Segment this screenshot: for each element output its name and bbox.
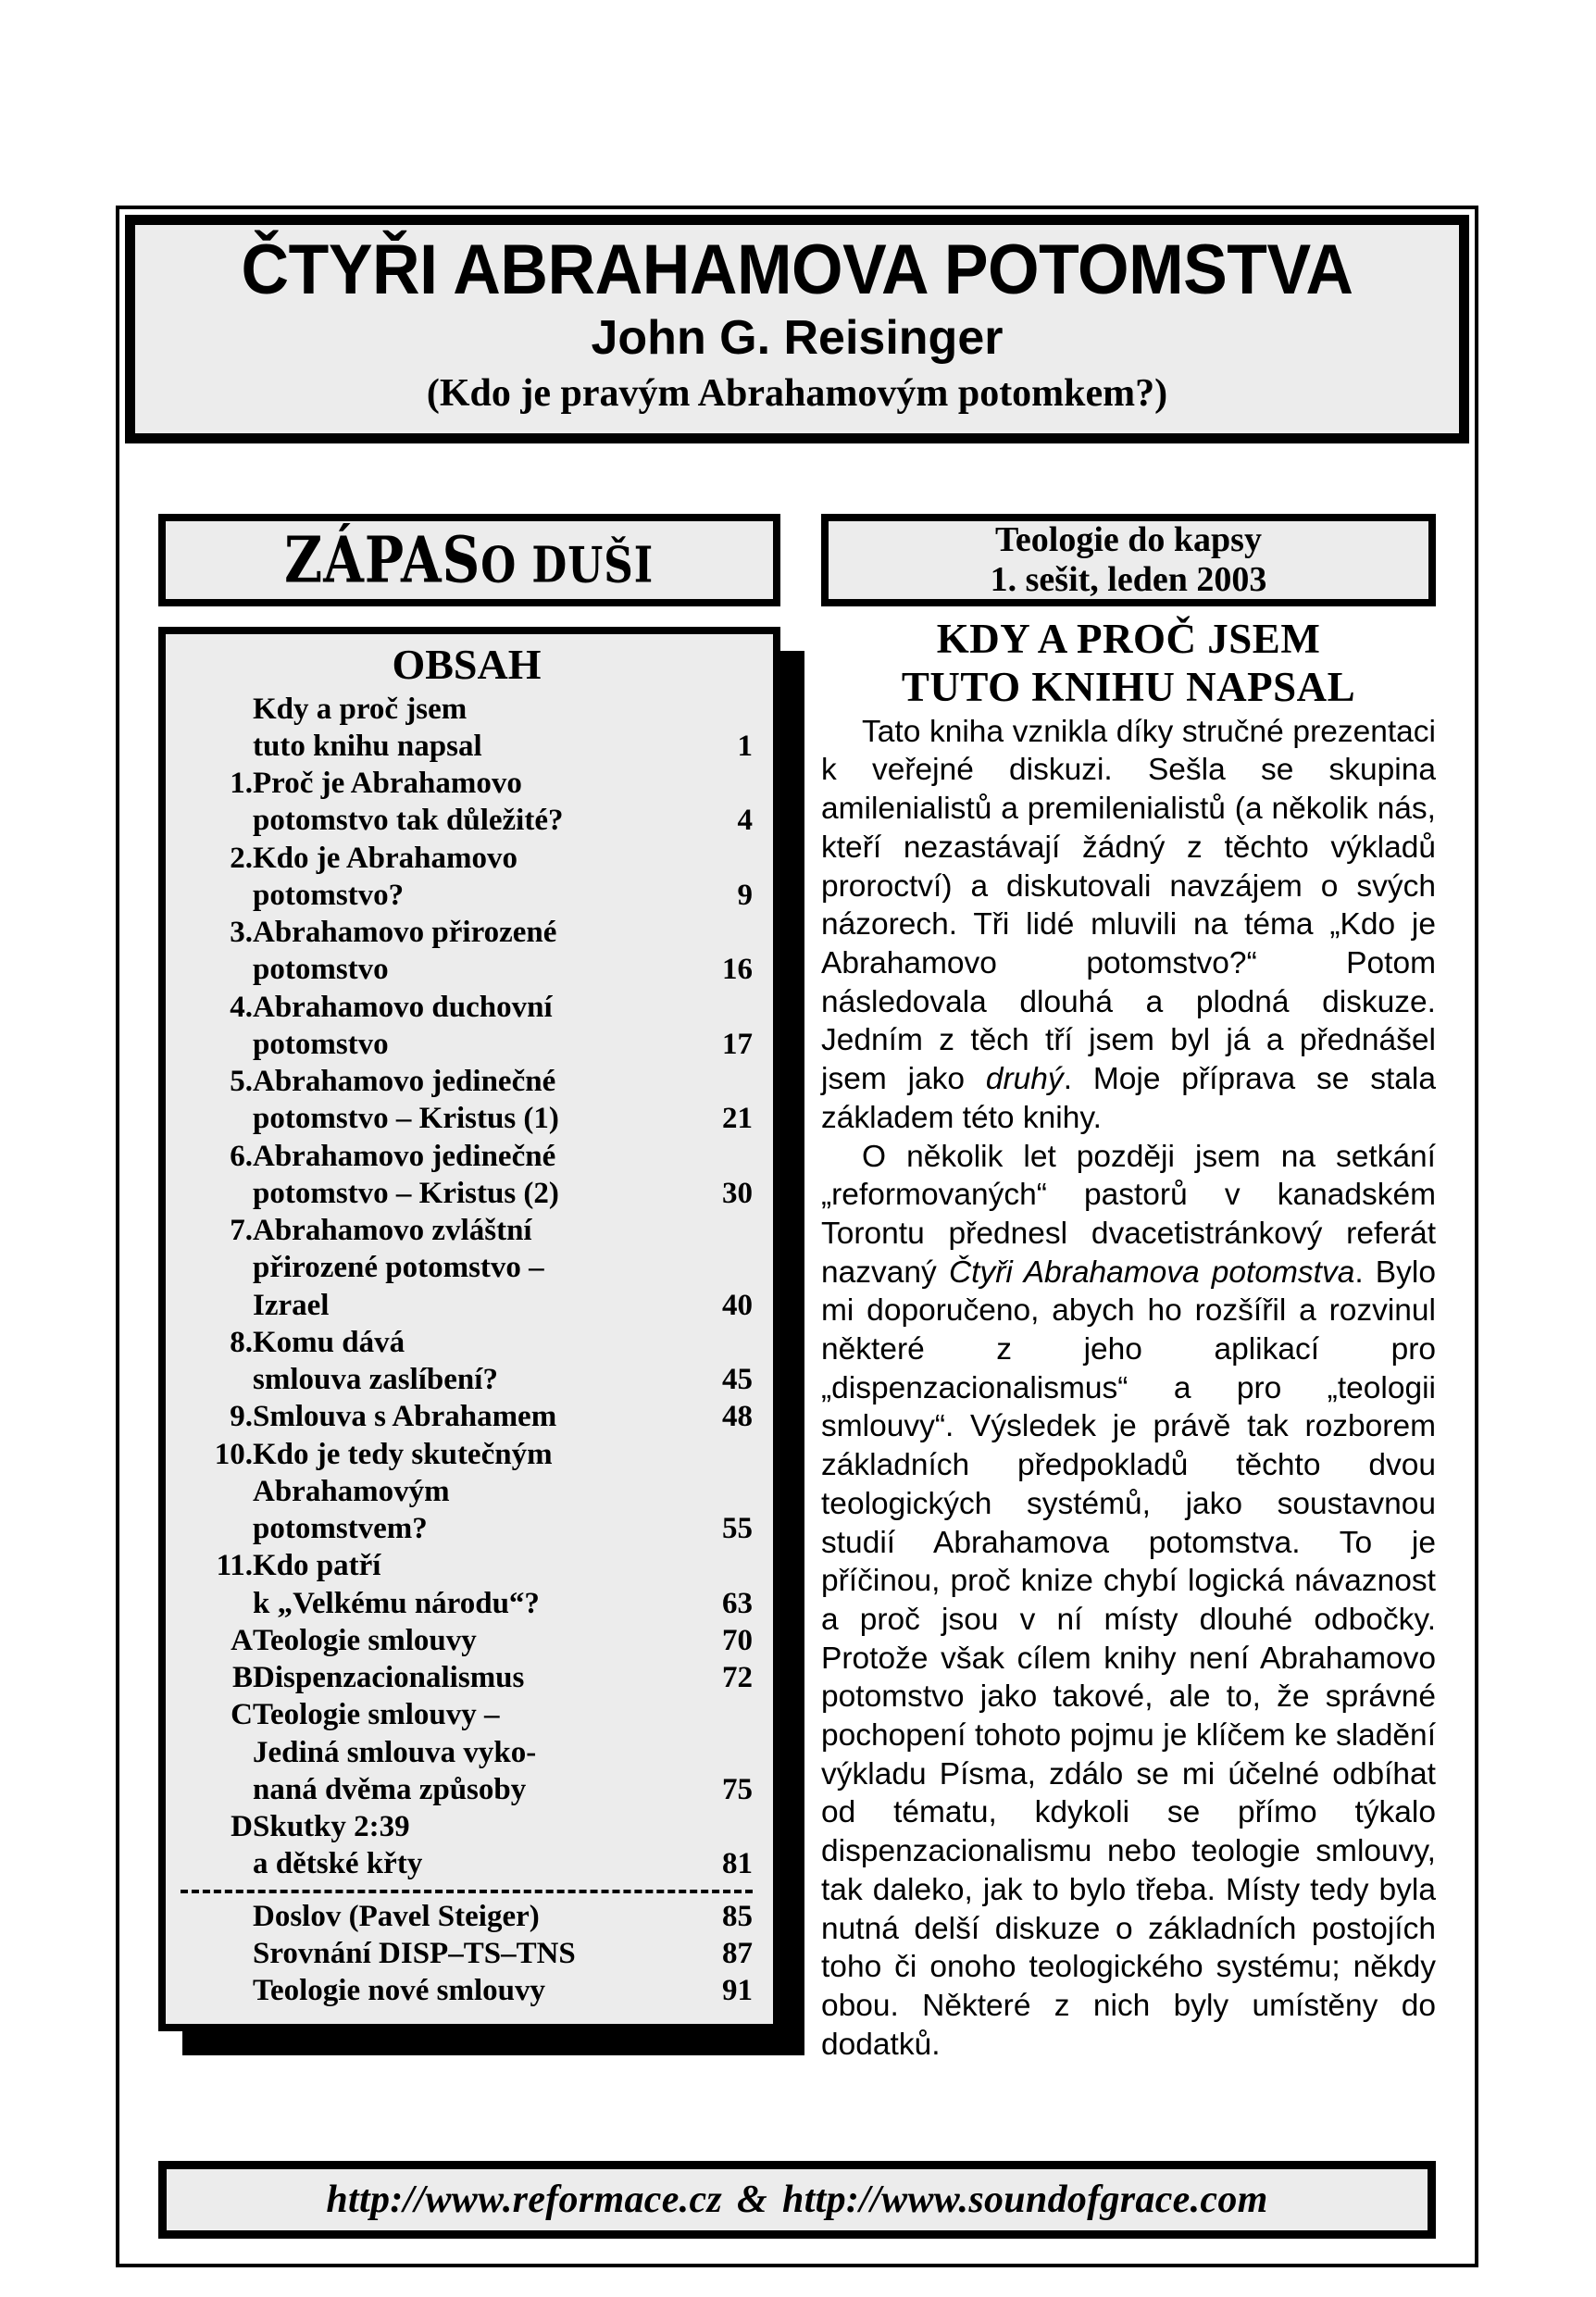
toc-entry-label: Teologie smlouvy: [253, 1623, 477, 1657]
toc-entry-label: Doslov (Pavel Steiger): [253, 1899, 540, 1933]
toc-entry-number: 9.: [230, 1400, 253, 1434]
toc-entry-page: [680, 1138, 753, 1175]
masthead-brand-secondary: O DUŠI: [480, 536, 655, 594]
toc-entry-label: smlouva zaslíbení?: [253, 1363, 498, 1397]
toc-entry-number: 11.: [216, 1549, 253, 1583]
toc-row[interactable]: [181, 951, 753, 988]
toc-entry-number: 5.: [230, 1065, 253, 1099]
link-reformace[interactable]: http://www.reformace.cz: [326, 2178, 723, 2221]
toc-entry-page: 91: [722, 1974, 753, 2008]
toc-row[interactable]: [181, 1585, 753, 1622]
toc-entry-page: [680, 1734, 753, 1771]
toc-entry-number: [181, 728, 253, 765]
toc-entry-page: 70: [722, 1623, 753, 1657]
article-paragraph-1: [821, 713, 1436, 1138]
book-title: ČTYŘI ABRAHAMOVA POTOMSTVA: [241, 231, 1353, 309]
toc-entry-page: 45: [722, 1363, 753, 1397]
toc-entry-number: C: [231, 1698, 253, 1732]
toc-row[interactable]: [181, 1436, 753, 1473]
url-separator: &: [737, 2178, 768, 2221]
paragraph-1-part-a: Tato kniha vznikla díky stručné prezentaci k veřejné diskuzi. Sešla se skupina amilenialistů a premilenialistů (a několik nás, kteří nezastávají žádný z těchto výkladů proroctví) a diskutovali navzájem o svých názorech. Tři lidé mluvili na téma „Kdo je Abrahamovo potomstvo?“ Potom následovala dlouhá a plodná diskuze. Jedním z těch tří jsem byl já a přednášel jsem jako: [821, 714, 1436, 1097]
footer-links: [158, 2161, 1436, 2239]
toc-entry-number: [181, 1361, 253, 1398]
toc-entry-label: Kdo patří: [253, 1549, 381, 1583]
toc-entry-label: Abrahamovo přirozené: [253, 916, 557, 950]
toc-row[interactable]: [181, 840, 753, 877]
toc-entry-number: [181, 1898, 253, 1935]
toc-row[interactable]: [181, 1972, 753, 2009]
toc-entry-page: [680, 691, 753, 728]
toc-row[interactable]: [181, 1100, 753, 1137]
toc-entry-page: 17: [722, 1027, 753, 1061]
toc-entry-label: Izrael: [253, 1288, 330, 1322]
toc-entry-label: Abrahamovo jedinečné: [253, 1065, 556, 1099]
toc-row[interactable]: [181, 1659, 753, 1696]
toc-row[interactable]: [181, 1696, 753, 1733]
toc-entry-page: [680, 1249, 753, 1286]
toc-row[interactable]: [181, 989, 753, 1026]
toc-entry-label: potomstvem?: [253, 1512, 428, 1546]
masthead-logo-text: [284, 522, 655, 598]
link-soundofgrace[interactable]: http://www.soundofgrace.com: [782, 2178, 1268, 2221]
toc-row[interactable]: [181, 914, 753, 951]
toc-row[interactable]: [181, 1026, 753, 1063]
toc-row[interactable]: [181, 1473, 753, 1510]
toc-entry-page: [680, 840, 753, 877]
toc-entry-label: a dětské křty: [253, 1847, 423, 1881]
book-author: John G. Reisinger: [591, 310, 1004, 365]
toc-row[interactable]: [181, 1935, 753, 1972]
toc-entry-label: Jediná smlouva vyko-: [253, 1735, 537, 1769]
toc-entry-number: 3.: [230, 916, 253, 950]
toc-entry-page: [680, 1808, 753, 1845]
book-subtitle: (Kdo je pravým Abrahamovým potomkem?): [426, 371, 1168, 415]
toc-entry-label: přirozené potomstvo –: [253, 1251, 544, 1285]
toc-entry-label: naná dvěma způsoby: [253, 1772, 527, 1806]
title-banner: [125, 215, 1469, 443]
article-paragraph-2: [821, 1138, 1436, 2065]
toc-entry-label: potomstvo: [253, 1027, 389, 1061]
toc-entry-number: [181, 951, 253, 988]
toc-entry-page: 16: [722, 953, 753, 987]
toc-row[interactable]: [181, 1138, 753, 1175]
toc-entry-number: [181, 1771, 253, 1808]
toc-row[interactable]: [181, 1063, 753, 1100]
toc-entry-label: k „Velkému národu“?: [253, 1586, 540, 1620]
toc-entry-label: Kdo je Abrahamovo: [253, 841, 518, 875]
toc-entry-number: 1.: [230, 767, 253, 801]
toc-entry-number: 2.: [230, 841, 253, 875]
toc-entry-number: [181, 1026, 253, 1063]
toc-entry-label: potomstvo tak důležité?: [253, 804, 564, 838]
toc-row[interactable]: [181, 802, 753, 839]
toc-row[interactable]: [181, 1361, 753, 1398]
toc-box: [158, 627, 780, 2031]
toc-entry-label: Kdy a proč jsem: [253, 692, 468, 726]
toc-entry-number: 10.: [214, 1437, 253, 1471]
masthead-logo-box: [158, 514, 780, 606]
toc-entry-number: [181, 1845, 253, 1882]
toc-entry-page: 48: [722, 1400, 753, 1434]
toc-entry-number: [181, 1510, 253, 1547]
toc-entry-label: Teologie nové smlouvy: [253, 1974, 545, 2008]
toc-entry-label: Abrahamovo zvláštní: [253, 1214, 532, 1248]
toc-entry-page: 21: [722, 1102, 753, 1136]
toc-entry-label: Kdo je tedy skutečným: [253, 1437, 553, 1471]
toc-row[interactable]: [181, 1898, 753, 1935]
toc-entry-page: 1: [737, 729, 753, 763]
toc-divider-cell: [181, 1883, 753, 1898]
toc-entry-page: [680, 1547, 753, 1584]
toc-entry-number: [181, 1249, 253, 1286]
toc-entry-page: [680, 1212, 753, 1249]
toc-entry-page: [680, 1436, 753, 1473]
toc-entry-number: [181, 1287, 253, 1324]
toc-table: [181, 691, 753, 2010]
toc-entry-label: potomstvo – Kristus (1): [253, 1102, 559, 1136]
paragraph-1-part-b: . Moje příprava se stala základem této knihy.: [821, 1062, 1436, 1135]
toc-row[interactable]: [181, 1249, 753, 1286]
toc-row[interactable]: [181, 1175, 753, 1212]
issue-banner: [821, 514, 1436, 606]
toc-entry-page: 40: [722, 1288, 753, 1322]
toc-entry-number: [181, 1175, 253, 1212]
content-columns: [125, 514, 1469, 2143]
article-heading-line2: TUTO KNIHU NAPSAL: [901, 664, 1356, 711]
toc-row[interactable]: [181, 691, 753, 728]
toc-row[interactable]: [181, 877, 753, 914]
toc-entry-label: potomstvo?: [253, 878, 405, 912]
toc-entry-number: [181, 691, 253, 728]
toc-entry-label: Abrahamovo duchovní: [253, 990, 553, 1024]
toc-entry-page: [680, 1473, 753, 1510]
toc-row[interactable]: [181, 1398, 753, 1435]
toc-entry-page: [680, 914, 753, 951]
toc-entry-label: Dispenzacionalismus: [253, 1661, 525, 1695]
footer-url-text: [326, 2178, 1267, 2222]
toc-row[interactable]: [181, 1734, 753, 1771]
toc-row[interactable]: [181, 1510, 753, 1547]
toc-entry-number: 7.: [230, 1214, 253, 1248]
toc-entry-number: 8.: [230, 1325, 253, 1359]
toc-divider: [181, 1883, 753, 1898]
toc-entry-number: [181, 877, 253, 914]
toc-row[interactable]: [181, 1622, 753, 1659]
toc-entry-page: 85: [722, 1899, 753, 1933]
paragraph-2-part-b: . Bylo mi doporučeno, abych ho rozšířil a rozvinul některé z jeho aplikací pro „dispenzacionalismus“ a pro „teologii smlouvy“. Výsledek je právě tak rozborem základních předpokladů těchto dvou teologických systémů, jako soustavnou studií Abrahamova potomstva. To je příčinou, proč knize chybí logická návaznost a proč jsou v ní místy dlouhé odbočky. Protože však cílem knihy není Abrahamovo potomstvo jako takové, ale to, že správné pochopení tohoto pojmu je klíčem ke sladění výkladu Písma, zdálo se mi účelné odbíhat od tématu, kdykoli se přímo týkalo dispenzacionalismu nebo teologie smlouvy, tak daleko, jak to bylo třeba. Místy tedy byla nutná delší diskuze o základních postojích toho či onoho teologického systému; někdy obou. Některé z nich byly umístěny do dodatků.: [821, 1255, 1436, 2062]
toc-entry-label: Teologie smlouvy –: [253, 1698, 500, 1732]
toc-entry-page: [680, 989, 753, 1026]
paragraph-2-part-a: O několik let později jsem na setkání „reformovaných“ pastorů v kanadském Torontu přednesl dvacetistránkový referát nazvaný: [821, 1139, 1436, 1290]
toc-entry-number: [181, 1935, 253, 1972]
toc-entry-page: [680, 765, 753, 802]
toc-entry-page: [680, 1696, 753, 1733]
toc-entry-number: B: [231, 1661, 253, 1695]
toc-entry-page: 9: [737, 878, 753, 912]
toc-entry-page: 72: [722, 1661, 753, 1695]
toc-entry-page: 30: [722, 1176, 753, 1210]
toc-entry-label: Abrahamovým: [253, 1474, 450, 1508]
toc-entry-label: Skutky 2:39: [253, 1810, 410, 1844]
issue-number-label: 1. sešit, leden 2003: [990, 560, 1267, 599]
toc-entry-number: 6.: [230, 1139, 253, 1173]
issue-series-label: Teologie do kapsy: [995, 520, 1262, 560]
right-column: [821, 514, 1436, 2064]
toc-entry-label: Srovnání DISP–TS–TNS: [253, 1936, 576, 1970]
toc-entry-label: Smlouva s Abrahamem: [253, 1400, 557, 1434]
article-heading-line1: KDY A PROČ JSEM: [936, 616, 1321, 662]
toc-entry-label: potomstvo – Kristus (2): [253, 1176, 559, 1210]
article-body: [821, 713, 1436, 2065]
toc-row[interactable]: [181, 1845, 753, 1882]
table-of-contents: [158, 627, 780, 2031]
toc-entry-number: [181, 1734, 253, 1771]
toc-entry-page: 4: [737, 804, 753, 838]
toc-entry-page: [680, 1324, 753, 1361]
toc-entry-page: 75: [722, 1772, 753, 1806]
toc-row[interactable]: [181, 1324, 753, 1361]
toc-row[interactable]: [181, 728, 753, 765]
toc-entry-number: 4.: [230, 990, 253, 1024]
toc-entry-page: 55: [722, 1512, 753, 1546]
toc-entry-number: [181, 1972, 253, 2009]
toc-entry-number: A: [231, 1623, 253, 1657]
toc-heading: OBSAH: [392, 641, 542, 688]
toc-entry-page: 81: [722, 1847, 753, 1881]
toc-row[interactable]: [181, 1808, 753, 1845]
toc-row[interactable]: [181, 765, 753, 802]
left-column: [158, 514, 780, 2031]
toc-entry-label: Proč je Abrahamovo: [253, 767, 522, 801]
toc-row[interactable]: [181, 1287, 753, 1324]
masthead-brand-primary: ZÁPAS: [284, 522, 481, 598]
toc-entry-label: Komu dává: [253, 1325, 405, 1359]
paragraph-1-emphasis: druhý: [985, 1062, 1064, 1097]
toc-entry-label: Abrahamovo jedinečné: [253, 1139, 556, 1173]
toc-row[interactable]: [181, 1547, 753, 1584]
toc-entry-label: tuto knihu napsal: [253, 729, 482, 763]
toc-entry-number: [181, 1585, 253, 1622]
paragraph-2-emphasis: Čtyři Abrahamova potomstva: [948, 1255, 1355, 1290]
toc-row[interactable]: [181, 1771, 753, 1808]
toc-entry-number: D: [231, 1810, 253, 1844]
toc-row[interactable]: [181, 1212, 753, 1249]
dashed-separator: [181, 1890, 753, 1893]
footer-url-box: [158, 2161, 1436, 2239]
toc-entry-page: [680, 1063, 753, 1100]
toc-entry-label: potomstvo: [253, 953, 389, 987]
toc-entry-page: 87: [722, 1936, 753, 1970]
toc-entry-number: [181, 1473, 253, 1510]
toc-entry-number: [181, 1100, 253, 1137]
toc-body: [181, 691, 753, 2010]
toc-entry-page: 63: [722, 1586, 753, 1620]
toc-entry-number: [181, 802, 253, 839]
